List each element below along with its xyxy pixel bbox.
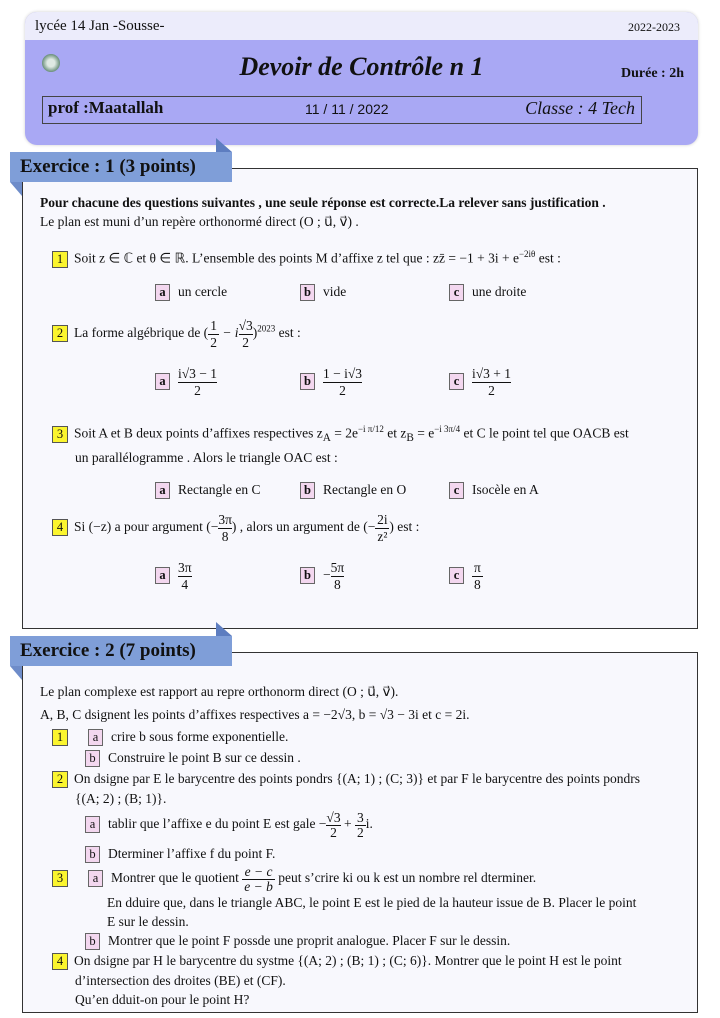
text-fragment: b	[300, 482, 315, 499]
text-fragment: i√3 + 1	[472, 366, 512, 381]
text-fragment: 2i	[377, 512, 388, 527]
text-fragment: ) , alors un argument de (−	[231, 519, 376, 535]
text-fragment: −i π/12	[357, 424, 384, 434]
text-fragment: 5π	[330, 560, 345, 575]
text-fragment: +	[340, 816, 355, 832]
text-fragment: un cercle	[178, 284, 228, 299]
ex2-q2-line2: {(A; 2) ; (B; 1)}.	[75, 791, 167, 806]
text-fragment: 2	[52, 771, 68, 788]
text-fragment: e − b	[244, 878, 273, 894]
ex2-q4	[52, 953, 622, 970]
text-fragment: c	[449, 482, 464, 499]
text-fragment: Soit A et B deux points d’affixes respectives z	[74, 425, 323, 441]
exercise-1-box	[22, 168, 698, 629]
text-fragment: B	[406, 432, 414, 445]
text-fragment: 2	[210, 334, 217, 350]
text-fragment: 3π	[178, 560, 192, 575]
text-fragment: Soit z ∈ ℂ et θ ∈ ℝ. L’ensemble des points M d’affixe z tel que : zz̄ = −1 + 3i + e	[74, 250, 519, 266]
text-fragment: b	[300, 284, 315, 301]
text-fragment: 4	[178, 576, 192, 593]
text-fragment: tablir que l’affixe e du point E est gale −	[108, 816, 327, 832]
choice-3c[interactable]	[449, 482, 539, 499]
text-fragment: a	[155, 567, 170, 584]
text-fragment: a	[155, 284, 170, 301]
text-fragment: Montrer que le point F possde une proprit analogue. Placer F sur le dessin.	[108, 933, 511, 948]
text-fragment: 3	[356, 810, 364, 825]
choice-3b[interactable]	[300, 482, 406, 499]
text-fragment: 2	[326, 825, 340, 840]
text-fragment: 3	[52, 426, 68, 443]
text-fragment: π	[473, 560, 481, 575]
text-fragment: 2023	[257, 323, 276, 334]
question-3-line2: un parallélogramme . Alors le triangle OAC est :	[75, 450, 338, 465]
text-fragment: est :	[535, 250, 561, 266]
ex2-q3a	[52, 865, 536, 893]
school-year: 2022-2023	[628, 20, 680, 34]
text-fragment: 1	[52, 251, 68, 268]
text-fragment: e − c	[244, 864, 273, 879]
question-2: 2 La forme algébrique de ( $\frac{1}{2}$ − i $\frac{√3}{2}$ )$^{2023}$ est :	[52, 318, 301, 350]
text-fragment: vide	[323, 284, 347, 299]
text-fragment: −2iθ	[518, 249, 536, 259]
text-fragment: −	[323, 567, 331, 583]
repere-text: Le plan est muni d’un repère orthonormé direct (O ; u⃗, v⃗) .	[40, 214, 359, 229]
ex2-q2	[52, 771, 640, 788]
text-fragment: b	[85, 846, 100, 863]
text-fragment: On dsigne par E le barycentre des points pondrs {(A; 1) ; (C; 3)} et par F le barycentre des points pondrs	[74, 771, 640, 786]
text-fragment: c	[449, 373, 464, 390]
text-fragment: et z	[383, 425, 407, 441]
classe: Classe : 4 Tech	[525, 98, 635, 118]
text-fragment: 1	[210, 318, 217, 333]
choice-4a[interactable]	[155, 560, 192, 592]
text-fragment: z²	[377, 528, 388, 544]
text-fragment: 8	[331, 576, 345, 593]
text-fragment: 3π	[218, 512, 232, 527]
exercise-1-tab	[10, 152, 232, 182]
choice-1c[interactable]	[449, 284, 526, 301]
text-fragment: peut s’crire ki ou k est un nombre rel dterminer.	[274, 870, 537, 886]
text-fragment: et C le point tel que OACB est	[460, 425, 629, 441]
text-fragment: b	[300, 373, 315, 390]
exam-header	[25, 12, 698, 145]
question-1	[52, 249, 561, 268]
text-fragment: b	[85, 933, 100, 950]
text-fragment: √3	[238, 318, 253, 333]
text-fragment: 2	[356, 824, 364, 840]
exam-date: 11 / 11 / 2022	[305, 101, 389, 117]
text-fragment: ) est :	[389, 519, 420, 535]
ex2-q3a-line2: En dduire que, dans le triangle ABC, le point E est le pied de la hauteur issue de B. Placer le point	[107, 895, 637, 910]
text-fragment: = 2e	[330, 425, 358, 441]
choice-4b[interactable]	[300, 560, 344, 592]
text-fragment: a	[88, 729, 103, 746]
text-fragment: est :	[275, 325, 301, 341]
text-fragment: − i	[218, 325, 239, 341]
text-fragment: Rectangle en C	[178, 482, 261, 497]
text-fragment: a	[155, 373, 170, 390]
text-fragment: 2	[323, 382, 362, 399]
question-3	[52, 424, 629, 444]
text-fragment: i√3 − 1	[178, 366, 218, 381]
choice-1b[interactable]	[300, 284, 346, 301]
choice-3a[interactable]	[155, 482, 260, 499]
ex2-q1a	[52, 729, 288, 746]
ex2-intro-1: Le plan complexe est rapport au repre orthonorm direct (O ; u⃗, v⃗).	[40, 684, 399, 699]
exam-title: Devoir de Contrôle n 1	[239, 52, 484, 81]
choice-1a[interactable]	[155, 284, 227, 301]
question-4	[52, 512, 419, 544]
text-fragment: b	[85, 750, 100, 767]
text-fragment: une droite	[472, 284, 527, 299]
text-fragment: 1	[52, 729, 68, 746]
info-box	[42, 96, 642, 124]
text-fragment: Construire le point B sur ce dessin .	[108, 750, 301, 765]
choice-2b[interactable]	[300, 366, 362, 398]
text-fragment: 2	[239, 334, 253, 351]
duration: Durée : 2h	[621, 66, 684, 81]
choice-2c[interactable]	[449, 366, 511, 398]
text-fragment: 4	[52, 953, 68, 970]
text-fragment: −i 3π/4	[434, 424, 461, 434]
text-fragment: i.	[365, 816, 373, 832]
text-fragment: 8	[218, 528, 232, 545]
exercise-2-title: Exercice : 2 (7 points)	[20, 640, 196, 661]
text-fragment: A	[322, 432, 331, 445]
text-fragment: c	[449, 567, 464, 584]
text-fragment: a	[85, 816, 100, 833]
ex2-q3b	[85, 933, 510, 950]
text-fragment: La forme algébrique de (	[74, 325, 209, 341]
text-fragment: On dsigne par H le barycentre du systme {(A; 2) ; (B; 1) ; (C; 6)}. Montrer que le point H est le point	[74, 953, 622, 968]
ex2-q4-line2: d’intersection des droites (BE) et (CF).	[75, 973, 286, 988]
instruction: Pour chacune des questions suivantes , une seule réponse est correcte.La relever sans justification .	[40, 195, 606, 210]
text-fragment: = e	[413, 425, 435, 441]
ex2-q1b	[85, 750, 301, 767]
text-fragment: Isocèle en A	[472, 482, 539, 497]
text-fragment: c	[449, 284, 464, 301]
text-fragment: a	[88, 870, 103, 887]
text-fragment: crire b sous forme exponentielle.	[111, 729, 289, 744]
prof-name: prof :Maatallah	[48, 98, 164, 117]
school-name: lycée 14 Jan -Sousse-	[35, 18, 165, 34]
text-fragment: 2	[52, 325, 68, 342]
text-fragment: 8	[474, 576, 481, 592]
ex2-q2a	[85, 811, 373, 839]
ex2-q2b	[85, 846, 275, 863]
choice-4c[interactable]	[449, 560, 483, 592]
text-fragment: b	[300, 567, 315, 584]
text-fragment: Montrer que le quotient	[111, 870, 243, 886]
text-fragment: Si (−z) a pour argument (−	[74, 519, 219, 535]
ex2-q4-line3: Qu’en dduit-on pour le point H?	[75, 992, 250, 1007]
exercise-2-tab	[10, 636, 232, 666]
ex2-q3a-line3: E sur le dessin.	[107, 914, 189, 929]
text-fragment: 2	[178, 382, 217, 399]
text-fragment: √3	[326, 810, 341, 825]
text-fragment: 2	[472, 382, 511, 399]
text-fragment: Rectangle en O	[323, 482, 407, 497]
text-fragment: 4	[52, 519, 68, 536]
exercise-1-title: Exercice : 1 (3 points)	[20, 156, 196, 177]
text-fragment: 3	[52, 870, 68, 887]
text-fragment: 1 − i√3	[323, 366, 363, 381]
text-fragment: a	[155, 482, 170, 499]
text-fragment: Dterminer l’affixe f du point F.	[108, 846, 276, 861]
ex2-intro-2: A, B, C dsignent les points d’affixes respectives a = −2√3, b = √3 − 3i et c = 2i.	[40, 707, 470, 722]
choice-2a[interactable]	[155, 366, 217, 398]
